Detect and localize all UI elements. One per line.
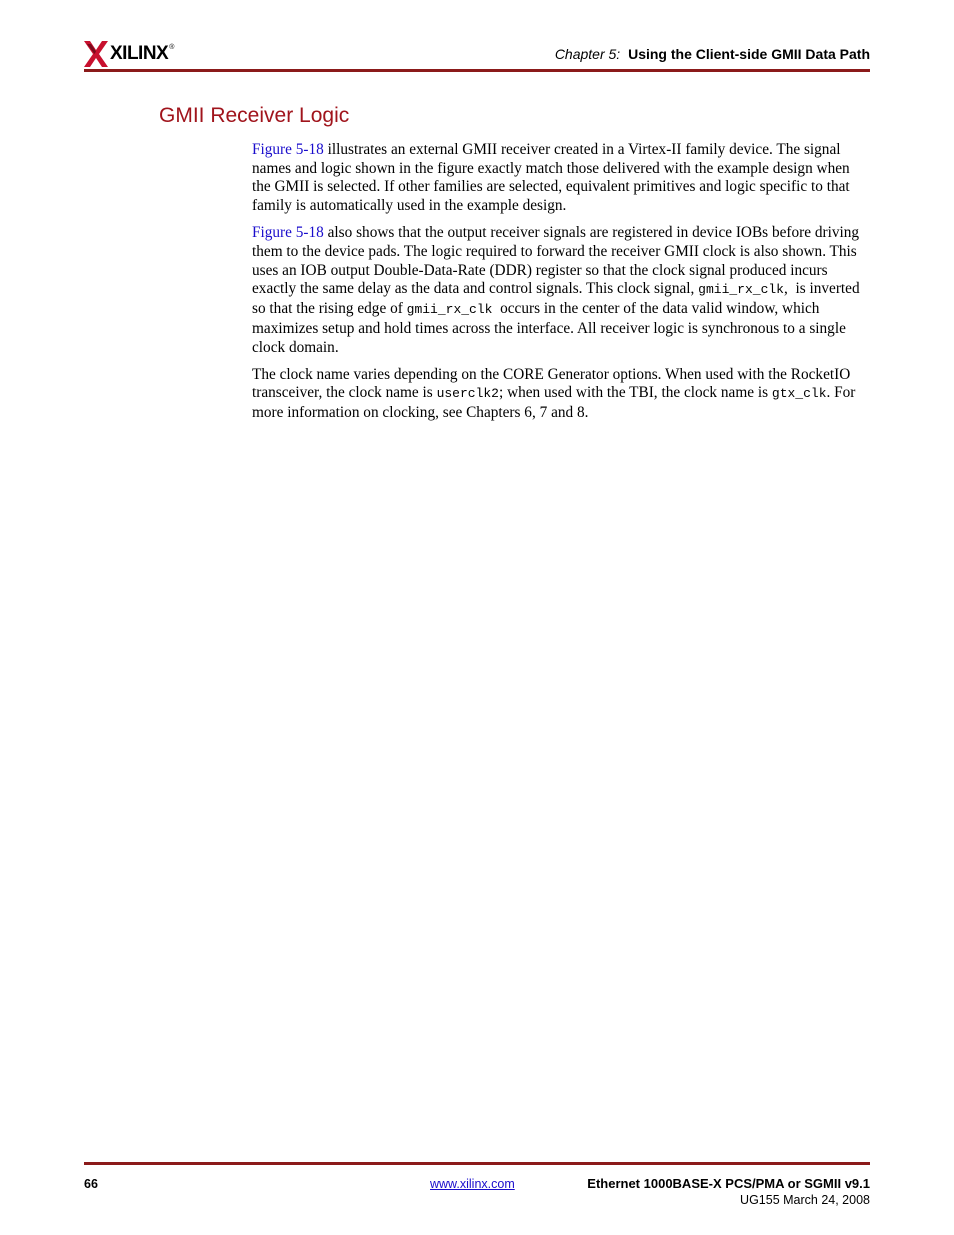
- page-number: 66: [84, 1177, 98, 1191]
- logo-wordmark: XILINX: [110, 43, 169, 64]
- code-signal: userclk2: [436, 386, 499, 402]
- paragraph-text: illustrates an external GMII receiver created in a Virtex-II family device. The signal names and logic shown in the figure exactly match those delivered with the example design when the GMII is selected. If other families are selected, equivalent primitives and logic specific to that family is automatically used in the example design.: [252, 141, 850, 215]
- code-signal: gmii_rx_clk: [406, 302, 493, 318]
- xilinx-logo-icon: [84, 41, 108, 67]
- section-heading: GMII Receiver Logic: [159, 104, 350, 127]
- chapter-number: Chapter 5:: [554, 46, 621, 62]
- document-title: Ethernet 1000BASE-X PCS/PMA or SGMII v9.1: [587, 1176, 870, 1191]
- figure-link[interactable]: Figure 5-18: [252, 224, 324, 242]
- paragraph-text: also shows that the output receiver signals are registered in device IOBs before driving them to the device pads. The logic required to forward the receiver GMII clock is also shown. This uses an IOB output Double-Data-Rate (DDR) register so that the clock signal produced incurs exactly the same delay as the data and control signals. This clock signal,: [252, 224, 860, 298]
- paragraph-text: . For more information on clocking, see Chapters 6, 7 and 8.: [252, 384, 856, 422]
- figure-link[interactable]: Figure 5-18: [252, 141, 324, 158]
- chapter-title: Using the Client-side GMII Data Path: [628, 46, 870, 62]
- chapter-header: [555, 46, 870, 62]
- footer-rule: [84, 1162, 870, 1165]
- header-rule: [84, 69, 870, 72]
- website-link[interactable]: www.xilinx.com: [430, 1177, 515, 1191]
- xilinx-logo: [84, 40, 174, 68]
- document-id-date: UG155 March 24, 2008: [740, 1193, 870, 1207]
- code-signal: gmii_rx_clk: [698, 282, 784, 298]
- paragraph-3: [252, 366, 870, 423]
- paragraph-text: occurs in the center of the data valid window, which maximizes setup and hold times across the interface. All receiver logic is synchronous to a single clock domain.: [252, 300, 850, 356]
- document-info: [587, 1175, 870, 1209]
- paragraph-2: [252, 224, 870, 357]
- registered-mark: ®: [169, 43, 175, 51]
- body-text: [252, 141, 870, 431]
- paragraph-text: The clock name varies depending on the CORE Generator options. When used with the RocketIO transceiver, the clock name is: [252, 365, 851, 402]
- paragraph-text: , is inverted so that the rising edge of: [252, 280, 864, 318]
- paragraph-1: [252, 141, 870, 216]
- code-signal: gtx_clk: [771, 386, 827, 402]
- paragraph-text: ; when used with the TBI, the clock name is: [499, 384, 772, 402]
